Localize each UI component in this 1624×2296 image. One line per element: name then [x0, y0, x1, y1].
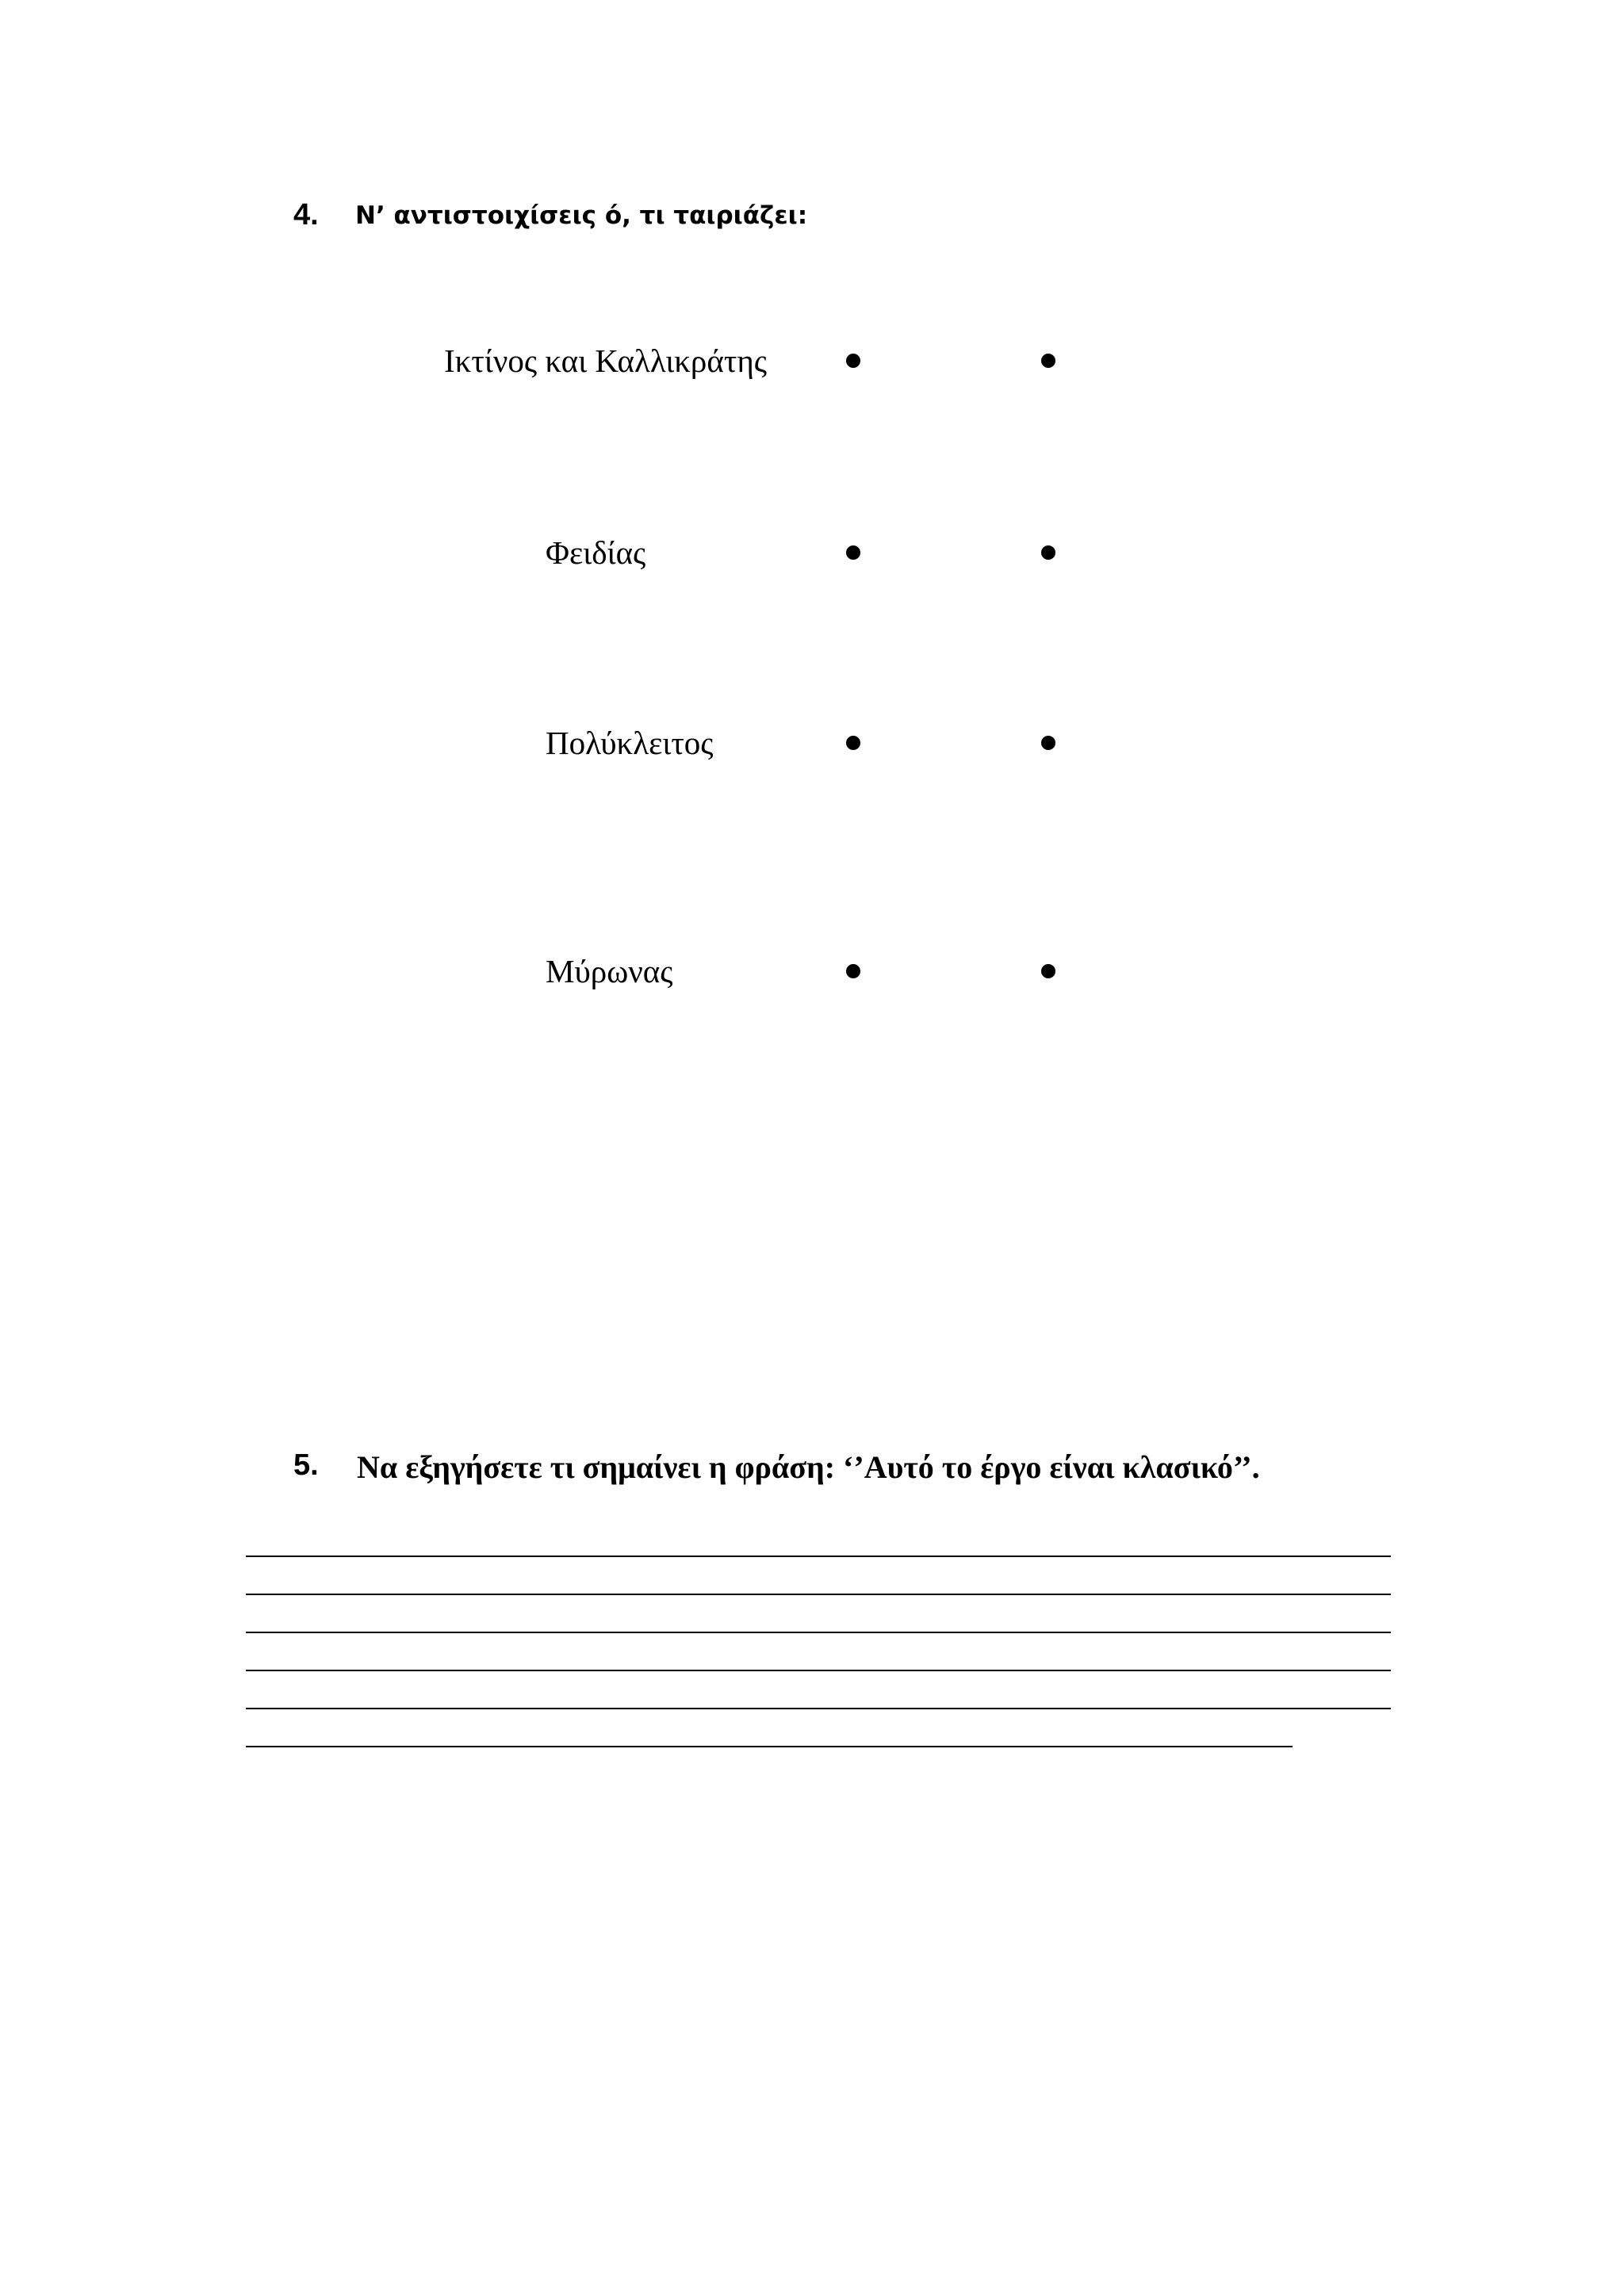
answer-line[interactable]	[246, 1632, 1391, 1633]
left-dot-icon[interactable]	[846, 354, 860, 368]
answer-line[interactable]	[246, 1594, 1391, 1595]
left-dot-icon[interactable]	[846, 545, 860, 560]
left-dot-icon[interactable]	[846, 736, 860, 750]
answer-line[interactable]	[246, 1670, 1391, 1671]
question-5-number: 5.	[293, 1448, 319, 1482]
question-4-prompt: Ν’ αντιστοιχίσεις ό, τι ταιριάζει:	[355, 201, 808, 230]
match-item-label: Φειδίας	[546, 534, 646, 571]
match-row	[0, 719, 1624, 767]
match-row	[0, 529, 1624, 576]
question-5-prompt: Να εξηγήσετε τι σημαίνει η φράση: ‘’Αυτό το έργο είναι κλασικό’’.	[357, 1449, 1260, 1485]
match-row	[0, 947, 1624, 995]
right-dot-icon[interactable]	[1041, 736, 1055, 750]
right-dot-icon[interactable]	[1041, 964, 1055, 978]
question-4-number: 4.	[293, 198, 319, 232]
answer-line[interactable]	[246, 1556, 1391, 1557]
match-item-label: Μύρωνας	[546, 953, 673, 989]
left-dot-icon[interactable]	[846, 964, 860, 978]
match-item-label: Ικτίνος και Καλλικράτης	[444, 342, 768, 379]
match-item-label: Πολύκλειτος	[546, 725, 714, 761]
answer-line[interactable]	[246, 1746, 1293, 1747]
right-dot-icon[interactable]	[1041, 354, 1055, 368]
answer-line[interactable]	[246, 1708, 1391, 1709]
right-dot-icon[interactable]	[1041, 545, 1055, 560]
match-row	[0, 337, 1624, 385]
